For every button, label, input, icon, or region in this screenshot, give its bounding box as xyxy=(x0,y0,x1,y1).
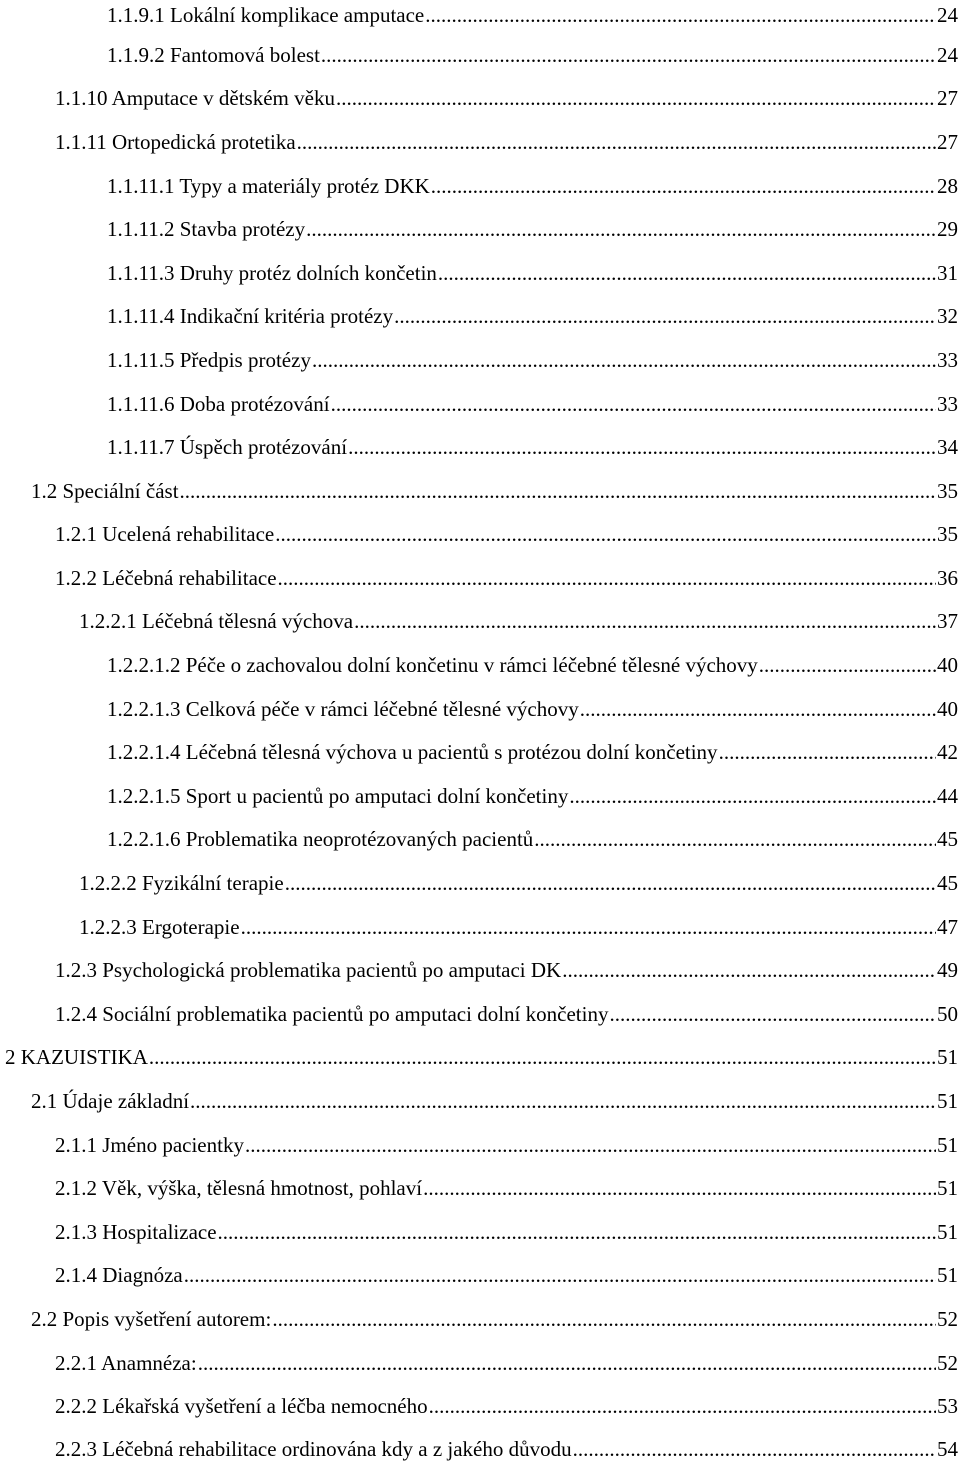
toc-page-number: 54 xyxy=(937,1437,958,1461)
toc-page-number: 52 xyxy=(937,1351,958,1375)
toc-entry-title: 1.1.10 Amputace v dětském věku xyxy=(55,86,335,110)
toc-page-number: 45 xyxy=(937,871,958,895)
toc-entry-title: 1.2.3 Psychologická problematika pacientů po amputaci DK xyxy=(55,958,562,982)
toc-entry-title: 2.2.1 Anamnéza: xyxy=(55,1351,197,1375)
toc-entry[interactable] xyxy=(79,912,960,942)
toc-entry-title: 2.2 Popis vyšetření autorem: xyxy=(31,1307,272,1331)
toc-dot-leader xyxy=(312,345,936,375)
toc-entry-title: 1.1.11.1 Typy a materiály protéz DKK xyxy=(107,174,430,198)
toc-entry[interactable] xyxy=(31,476,960,506)
toc-entry-title: 1.2.4 Sociální problematika pacientů po amputaci dolní končetiny xyxy=(55,1002,609,1026)
toc-entry-title: 1.1.11.3 Druhy protéz dolních končetin xyxy=(107,261,437,285)
toc-entry[interactable] xyxy=(107,650,960,680)
toc-dot-leader xyxy=(354,606,936,636)
toc-entry[interactable] xyxy=(107,737,960,767)
toc-entry[interactable] xyxy=(55,1391,960,1421)
toc-entry[interactable] xyxy=(107,345,960,375)
toc-page-number: 37 xyxy=(937,609,958,633)
toc-entry-title: 1.1.9.1 Lokální komplikace amputace xyxy=(107,3,425,27)
toc-entry-title: 1.1.11.2 Stavba protézy xyxy=(107,217,306,241)
toc-entry-title: 1.1.9.2 Fantomová bolest xyxy=(107,43,320,67)
toc-page-number: 27 xyxy=(937,130,958,154)
toc-dot-leader xyxy=(609,999,936,1029)
toc-entry-title: 2.1.2 Věk, výška, tělesná hmotnost, pohlaví xyxy=(55,1176,423,1200)
toc-entry[interactable] xyxy=(55,1434,960,1464)
toc-dot-leader xyxy=(184,1260,936,1290)
toc-dot-leader xyxy=(297,127,936,157)
toc-entry[interactable] xyxy=(31,1304,960,1334)
toc-dot-leader xyxy=(331,389,936,419)
toc-dot-leader xyxy=(348,432,936,462)
toc-page-number: 51 xyxy=(937,1133,958,1157)
toc-entry-title: 1.1.11.7 Úspěch protézování xyxy=(107,435,348,459)
toc-entry-title: 1.2.2.1.3 Celková péče v rámci léčebné tělesné výchovy xyxy=(107,697,579,721)
toc-entry[interactable] xyxy=(55,1260,960,1290)
toc-entry-title: 1.1.11.6 Doba protézování xyxy=(107,392,330,416)
toc-dot-leader xyxy=(425,0,936,30)
toc-entry[interactable] xyxy=(107,432,960,462)
toc-entry[interactable] xyxy=(107,694,960,724)
toc-entry[interactable] xyxy=(5,1042,960,1072)
toc-page-number: 47 xyxy=(937,915,958,939)
toc-dot-leader xyxy=(198,1348,936,1378)
toc-entry-title: 2.1 Údaje základní xyxy=(31,1089,190,1113)
toc-page-number: 42 xyxy=(937,740,958,764)
toc-page-number: 32 xyxy=(937,304,958,328)
toc-entry[interactable] xyxy=(107,171,960,201)
toc-entry-title: 2.1.4 Diagnóza xyxy=(55,1263,183,1287)
toc-page-number: 24 xyxy=(937,3,958,27)
toc-dot-leader xyxy=(759,650,936,680)
toc-dot-leader xyxy=(431,171,936,201)
toc-page-number: 51 xyxy=(937,1176,958,1200)
toc-dot-leader xyxy=(719,737,936,767)
toc-dot-leader xyxy=(285,868,936,898)
toc-entry[interactable] xyxy=(107,389,960,419)
toc-dot-leader xyxy=(180,476,936,506)
toc-page-number: 40 xyxy=(937,697,958,721)
toc-entry-title: 1.2.2.3 Ergoterapie xyxy=(79,915,240,939)
toc-entry[interactable] xyxy=(107,214,960,244)
toc-page-number: 53 xyxy=(937,1394,958,1418)
toc-entry[interactable] xyxy=(79,868,960,898)
toc-entry[interactable] xyxy=(55,999,960,1029)
toc-page-number: 28 xyxy=(937,174,958,198)
toc-dot-leader xyxy=(394,301,936,331)
toc-dot-leader xyxy=(423,1173,936,1203)
toc-page-number: 33 xyxy=(937,348,958,372)
toc-page-number: 24 xyxy=(937,43,958,67)
toc-dot-leader xyxy=(321,40,936,70)
toc-entry[interactable] xyxy=(55,1130,960,1160)
toc-dot-leader xyxy=(438,258,936,288)
toc-entry[interactable] xyxy=(55,1348,960,1378)
toc-entry-title: 1.2.1 Ucelená rehabilitace xyxy=(55,522,275,546)
toc-entry[interactable] xyxy=(107,824,960,854)
toc-dot-leader xyxy=(245,1130,936,1160)
toc-page-number: 45 xyxy=(937,827,958,851)
toc-dot-leader xyxy=(275,519,936,549)
toc-dot-leader xyxy=(241,912,936,942)
toc-entry[interactable] xyxy=(55,1173,960,1203)
toc-entry[interactable] xyxy=(107,301,960,331)
toc-entry[interactable] xyxy=(107,0,960,30)
toc-entry-title: 1.1.11 Ortopedická protetika xyxy=(55,130,296,154)
toc-entry-title: 1.2.2.1.5 Sport u pacientů po amputaci dolní končetiny xyxy=(107,784,569,808)
toc-entry[interactable] xyxy=(79,606,960,636)
toc-dot-leader xyxy=(272,1304,936,1334)
toc-dot-leader xyxy=(569,781,936,811)
toc-dot-leader xyxy=(218,1217,936,1247)
toc-dot-leader xyxy=(534,824,936,854)
toc-dot-leader xyxy=(573,1434,936,1464)
toc-dot-leader xyxy=(278,563,936,593)
toc-entry-title: 2.1.1 Jméno pacientky xyxy=(55,1133,244,1157)
toc-dot-leader xyxy=(149,1042,936,1072)
toc-entry[interactable] xyxy=(55,1217,960,1247)
toc-page-number: 33 xyxy=(937,392,958,416)
toc-dot-leader xyxy=(190,1086,936,1116)
toc-entry-title: 2 KAZUISTIKA xyxy=(5,1045,148,1069)
toc-page-number: 34 xyxy=(937,435,958,459)
toc-entry-title: 1.1.11.5 Předpis protézy xyxy=(107,348,311,372)
toc-page-number: 35 xyxy=(937,522,958,546)
toc-page-number: 44 xyxy=(937,784,958,808)
toc-entry[interactable] xyxy=(107,258,960,288)
toc-page-number: 51 xyxy=(937,1220,958,1244)
toc-entry-title: 1.2.2.1.4 Léčebná tělesná výchova u pacientů s protézou dolní končetiny xyxy=(107,740,718,764)
toc-page-number: 51 xyxy=(937,1045,958,1069)
toc-page-number: 29 xyxy=(937,217,958,241)
toc-entry[interactable] xyxy=(31,1086,960,1116)
toc-dot-leader xyxy=(306,214,936,244)
toc-page-number: 27 xyxy=(937,86,958,110)
toc-entry-title: 1.2.2.2 Fyzikální terapie xyxy=(79,871,284,895)
toc-entry-title: 1.2.2.1.2 Péče o zachovalou dolní končetinu v rámci léčebné tělesné výchovy xyxy=(107,653,758,677)
toc-entry-title: 1.2 Speciální část xyxy=(31,479,179,503)
toc-entry[interactable] xyxy=(107,40,960,70)
toc-entry[interactable] xyxy=(55,83,960,113)
toc-entry-title: 1.2.2.1.6 Problematika neoprotézovaných pacientů xyxy=(107,827,534,851)
toc-dot-leader xyxy=(429,1391,936,1421)
toc-entry[interactable] xyxy=(55,563,960,593)
toc-entry-title: 2.1.3 Hospitalizace xyxy=(55,1220,217,1244)
toc-entry[interactable] xyxy=(107,781,960,811)
toc-entry[interactable] xyxy=(55,519,960,549)
toc-dot-leader xyxy=(580,694,936,724)
toc-page-number: 49 xyxy=(937,958,958,982)
toc-entry[interactable] xyxy=(55,127,960,157)
toc-page-number: 40 xyxy=(937,653,958,677)
toc-page-number: 51 xyxy=(937,1263,958,1287)
toc-page-number: 51 xyxy=(937,1089,958,1113)
toc-page-number: 36 xyxy=(937,566,958,590)
toc-entry-title: 1.2.2 Léčebná rehabilitace xyxy=(55,566,277,590)
toc-entry-title: 2.2.3 Léčebná rehabilitace ordinována kdy a z jakého důvodu xyxy=(55,1437,572,1461)
toc-page-number: 50 xyxy=(937,1002,958,1026)
toc-dot-leader xyxy=(336,83,936,113)
toc-page-number: 52 xyxy=(937,1307,958,1331)
toc-entry-title: 1.2.2.1 Léčebná tělesná výchova xyxy=(79,609,354,633)
toc-entry-title: 2.2.2 Lékařská vyšetření a léčba nemocného xyxy=(55,1394,428,1418)
toc-dot-leader xyxy=(562,955,936,985)
toc-entry[interactable] xyxy=(55,955,960,985)
toc-entry-title: 1.1.11.4 Indikační kritéria protézy xyxy=(107,304,394,328)
toc-page-number: 31 xyxy=(937,261,958,285)
toc-page-number: 35 xyxy=(937,479,958,503)
